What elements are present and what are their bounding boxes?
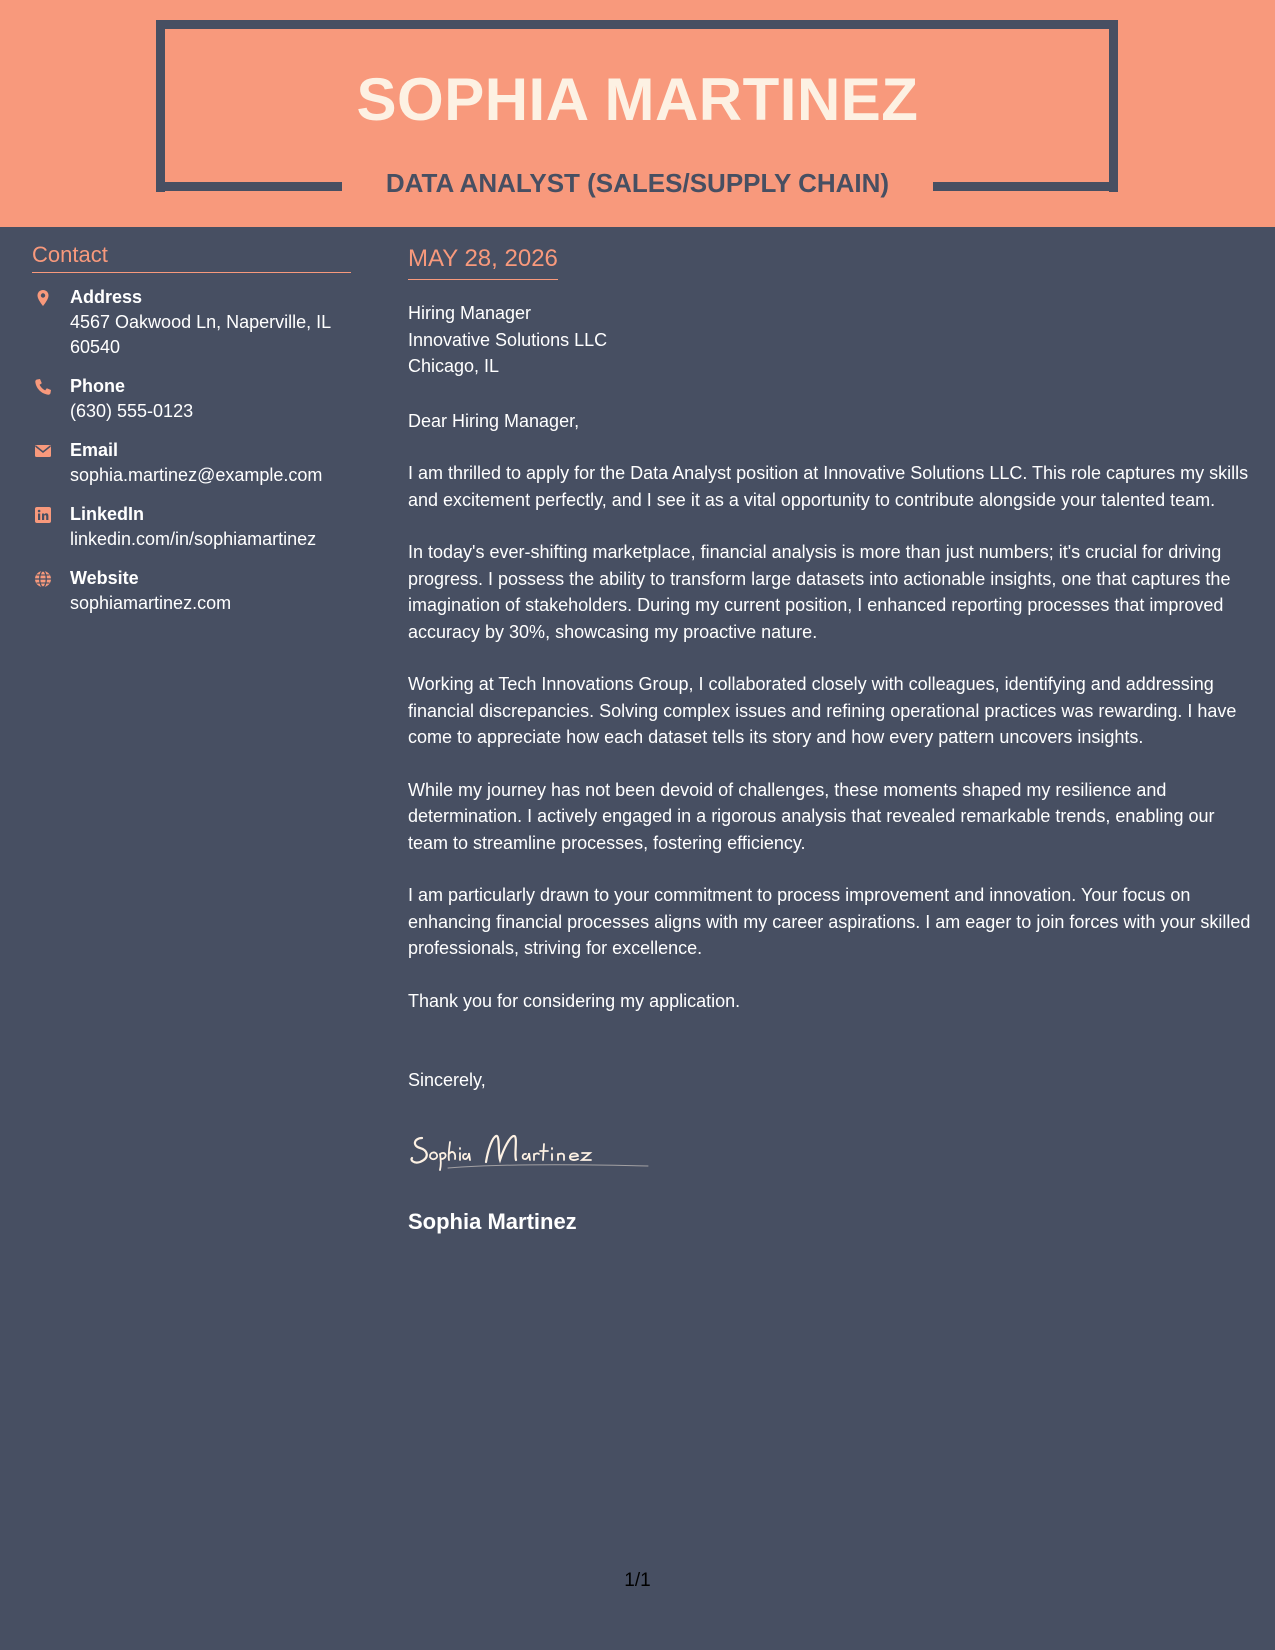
recipient-name: Hiring Manager bbox=[408, 303, 532, 323]
contact-heading: Contact bbox=[32, 240, 351, 273]
recipient-block bbox=[408, 300, 1253, 380]
contact-item-linkedin bbox=[32, 502, 351, 552]
recipient-location: Chicago, IL bbox=[408, 356, 500, 376]
map-pin-icon bbox=[34, 289, 52, 307]
email-value[interactable]: sophia.martinez@example.com bbox=[70, 465, 323, 485]
contact-list bbox=[32, 285, 351, 616]
paragraph-4: While my journey has not been devoid of challenges, these moments shaped my resilience and determination. I actively engaged in a rigorous analysis that revealed remarkable trends, enabling our team to streamline processes, fostering efficiency. bbox=[408, 779, 1215, 853]
salutation: Dear Hiring Manager, bbox=[408, 410, 580, 431]
closing-thanks: Thank you for considering my application. bbox=[408, 990, 741, 1011]
recipient-company: Innovative Solutions LLC bbox=[408, 329, 608, 350]
globe-icon bbox=[34, 570, 52, 588]
contact-item-email bbox=[32, 438, 351, 488]
letter-date: MAY 28, 2026 bbox=[408, 242, 558, 280]
paragraph-5: I am particularly drawn to your commitment to process improvement and innovation. Your focus on enhancing financial processes aligns with my career aspirations. I am eager to join forces with your skilled professionals, striving for excellence. bbox=[408, 885, 1251, 958]
envelope-icon bbox=[34, 442, 52, 460]
phone-label: Phone bbox=[70, 376, 126, 396]
phone-value: (630) 555-0123 bbox=[70, 401, 194, 421]
phone-icon bbox=[34, 378, 52, 396]
linkedin-value[interactable]: linkedin.com/in/sophiamartinez bbox=[70, 529, 317, 549]
header-banner bbox=[0, 0, 1275, 227]
signoff: Sincerely, bbox=[408, 1070, 486, 1090]
website-value[interactable]: sophiamartinez.com bbox=[70, 593, 232, 613]
contact-item-address bbox=[32, 285, 351, 360]
page-number: 1/1 bbox=[624, 1570, 651, 1591]
contact-item-website bbox=[32, 566, 351, 616]
job-title: DATA ANALYST (SALES/SUPPLY CHAIN) bbox=[385, 168, 890, 198]
linkedin-label: LinkedIn bbox=[70, 504, 145, 524]
paragraph-3: Working at Tech Innovations Group, I collaborated closely with colleagues, identifying and addressing financial discrepancies. Solving complex issues and refining operational practices was rewarding. I have come to appreciate how each dataset tells its story and how every pattern uncovers insights. bbox=[408, 674, 1237, 747]
linkedin-icon bbox=[34, 506, 52, 524]
website-label: Website bbox=[70, 568, 139, 588]
contact-item-phone bbox=[32, 374, 351, 424]
paragraph-1: I am thrilled to apply for the Data Analyst position at Innovative Solutions LLC. This role captures my skills and excitement perfectly, and I see it as a vital opportunity to contribute alongside your talented team. bbox=[408, 463, 1249, 510]
email-label: Email bbox=[70, 440, 119, 460]
address-value: 4567 Oakwood Ln, Naperville, IL 60540 bbox=[70, 312, 331, 357]
paragraph-2: In today's ever-shifting marketplace, financial analysis is more than just numbers; it's crucial for driving progress. I possess the ability to transform large datasets into actionable insights, one that captures the imagination of stakeholders. During my current position, I enhanced reporting processes that improved accuracy by 30%, showcasing my proactive nature. bbox=[408, 542, 1231, 642]
contact-sidebar bbox=[32, 240, 351, 630]
address-label: Address bbox=[70, 287, 143, 307]
applicant-name: SOPHIA MARTINEZ bbox=[356, 66, 919, 133]
letter-body bbox=[408, 242, 1253, 1237]
handwritten-signature bbox=[408, 1124, 668, 1174]
signed-name: Sophia Martinez bbox=[408, 1209, 577, 1234]
